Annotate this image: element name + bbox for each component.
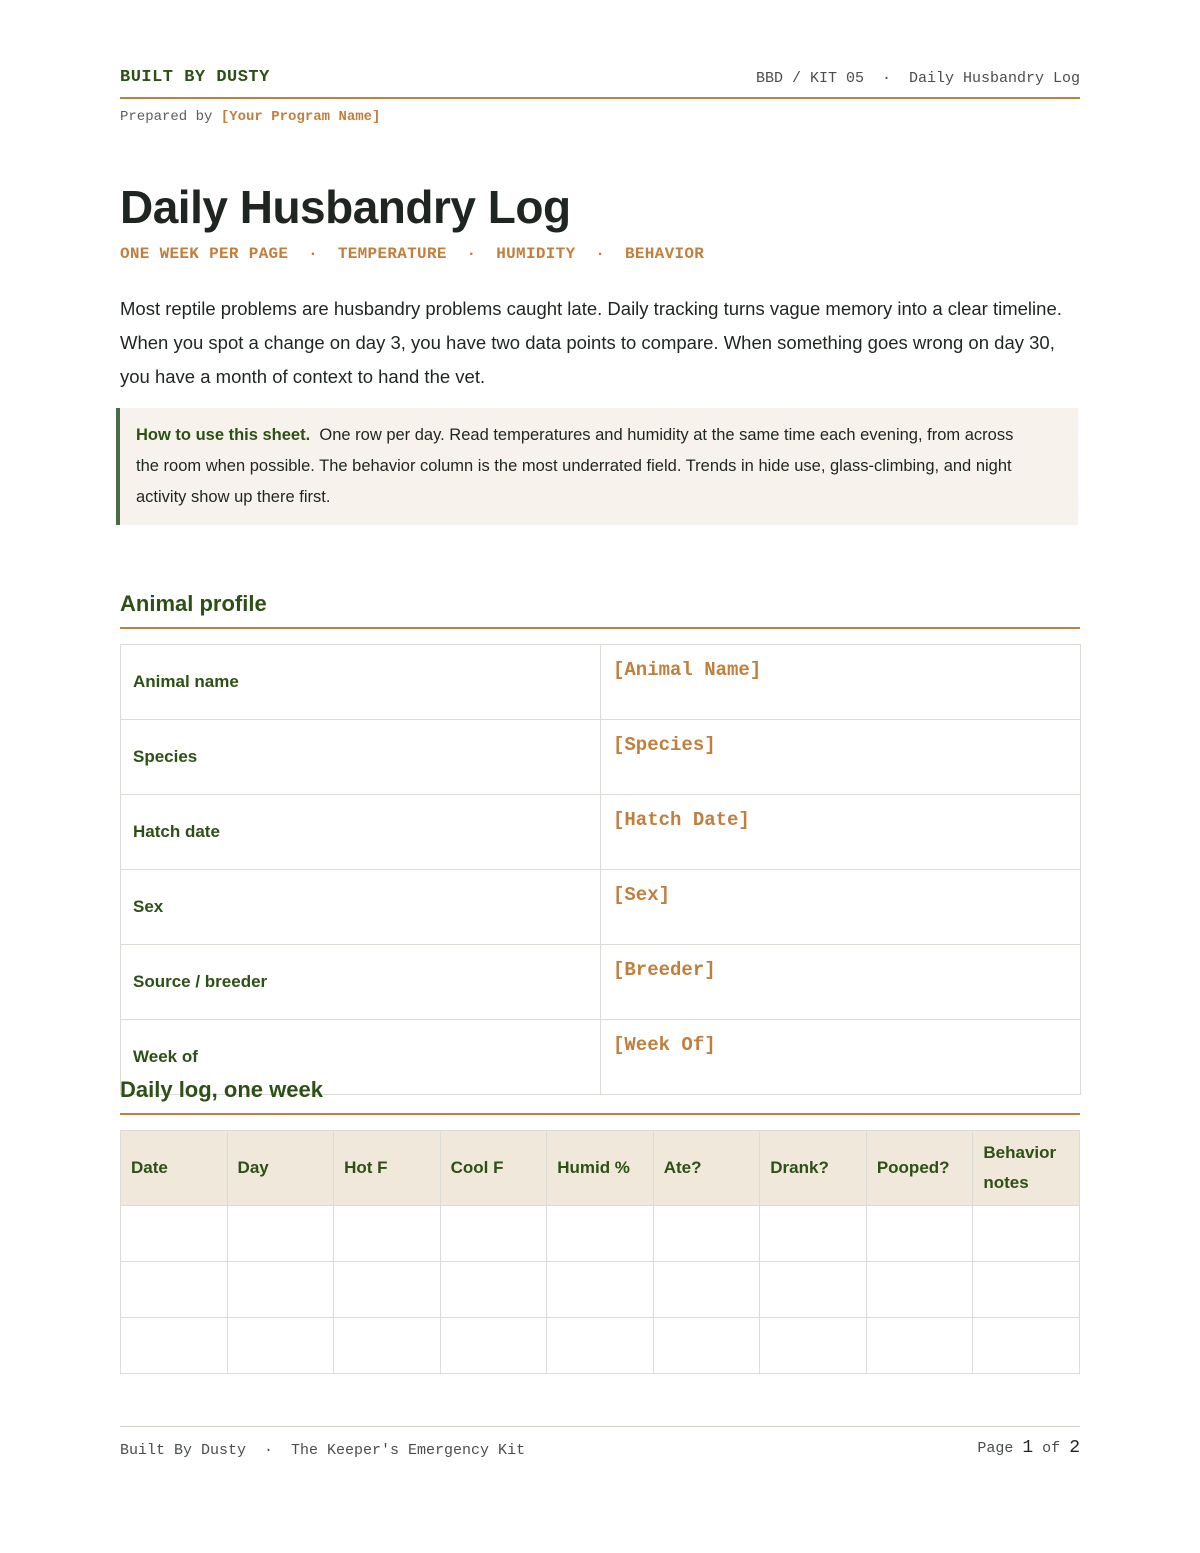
- log-row: [121, 1262, 1080, 1318]
- log-column-header: Humid %: [547, 1131, 654, 1206]
- program-name-placeholder: [Your Program Name]: [220, 109, 381, 125]
- log-column-header: Cool F: [440, 1131, 547, 1206]
- log-cell[interactable]: [121, 1262, 228, 1318]
- daily-log-divider: [120, 1113, 1080, 1115]
- profile-row: [121, 795, 1081, 870]
- prepared-by: [120, 109, 380, 125]
- animal-profile-heading: Animal profile: [120, 591, 267, 616]
- callout-text: One row per day. Read temperatures and humidity at the same time each evening, from across the room when possible. The behavior column is the most underrated field. Trends in hide use, glass-climbing, and night activity show up there first.: [136, 426, 1014, 506]
- log-header-row: [121, 1131, 1080, 1206]
- page-of: of: [1033, 1440, 1070, 1457]
- profile-row: [121, 645, 1081, 720]
- topic-tags: ONE WEEK PER PAGE · TEMPERATURE · HUMIDITY · BEHAVIOR: [120, 245, 705, 263]
- daily-log-table: [120, 1130, 1080, 1374]
- profile-row: [121, 720, 1081, 795]
- profile-label: Sex: [121, 870, 601, 945]
- animal-profile-divider: [120, 627, 1080, 629]
- log-column-header: Behavior notes: [973, 1131, 1080, 1206]
- page-header: [120, 68, 1080, 90]
- log-cell[interactable]: [760, 1206, 867, 1262]
- log-cell[interactable]: [440, 1206, 547, 1262]
- log-cell[interactable]: [334, 1318, 441, 1374]
- log-cell[interactable]: [227, 1206, 334, 1262]
- profile-value-field[interactable]: [Week Of]: [601, 1020, 1081, 1095]
- log-cell[interactable]: [760, 1318, 867, 1374]
- log-cell[interactable]: [227, 1318, 334, 1374]
- log-cell[interactable]: [973, 1206, 1080, 1262]
- log-cell[interactable]: [334, 1206, 441, 1262]
- profile-value-field[interactable]: [Sex]: [601, 870, 1081, 945]
- brand-name: BUILT BY DUSTY: [120, 68, 270, 87]
- profile-value-field[interactable]: [Hatch Date]: [601, 795, 1081, 870]
- log-row: [121, 1206, 1080, 1262]
- log-cell[interactable]: [866, 1206, 973, 1262]
- page-number: [977, 1438, 1080, 1458]
- profile-row: [121, 945, 1081, 1020]
- profile-label: Source / breeder: [121, 945, 601, 1020]
- how-to-use-callout: [116, 408, 1078, 525]
- profile-label: Hatch date: [121, 795, 601, 870]
- footer-credit: Built By Dusty · The Keeper's Emergency Kit: [120, 1442, 526, 1459]
- log-cell[interactable]: [760, 1262, 867, 1318]
- animal-profile-table: [120, 644, 1081, 1095]
- profile-value-field[interactable]: [Animal Name]: [601, 645, 1081, 720]
- log-cell[interactable]: [653, 1206, 760, 1262]
- log-cell[interactable]: [121, 1206, 228, 1262]
- profile-label: Animal name: [121, 645, 601, 720]
- header-divider: [120, 97, 1080, 99]
- profile-row: [121, 870, 1081, 945]
- log-cell[interactable]: [866, 1262, 973, 1318]
- page-total: 2: [1069, 1438, 1080, 1458]
- log-cell[interactable]: [121, 1318, 228, 1374]
- intro-paragraph: Most reptile problems are husbandry problems caught late. Daily tracking turns vague memory into a clear timeline. When you spot a change on day 3, you have two data points to compare. When something goes wrong on day 30, you have a month of context to hand the vet.: [120, 298, 1062, 387]
- log-column-header: Hot F: [334, 1131, 441, 1206]
- log-cell[interactable]: [547, 1318, 654, 1374]
- log-row: [121, 1318, 1080, 1374]
- log-cell[interactable]: [866, 1318, 973, 1374]
- page-label: Page: [977, 1440, 1023, 1457]
- log-column-header: Drank?: [760, 1131, 867, 1206]
- log-column-header: Pooped?: [866, 1131, 973, 1206]
- log-cell[interactable]: [440, 1262, 547, 1318]
- document-code: BBD / KIT 05 · Daily Husbandry Log: [755, 70, 1080, 87]
- log-cell[interactable]: [973, 1318, 1080, 1374]
- log-cell[interactable]: [440, 1318, 547, 1374]
- profile-value-field[interactable]: [Breeder]: [601, 945, 1081, 1020]
- log-column-header: Ate?: [653, 1131, 760, 1206]
- log-cell[interactable]: [653, 1262, 760, 1318]
- page-current: 1: [1022, 1438, 1034, 1458]
- log-cell[interactable]: [653, 1318, 760, 1374]
- profile-label: Species: [121, 720, 601, 795]
- daily-log-heading: Daily log, one week: [120, 1077, 323, 1102]
- log-cell[interactable]: [973, 1262, 1080, 1318]
- profile-value-field[interactable]: [Species]: [601, 720, 1081, 795]
- log-column-header: Day: [227, 1131, 334, 1206]
- footer-divider: [120, 1426, 1080, 1427]
- prepared-by-label: Prepared by: [120, 109, 221, 125]
- log-column-header: Date: [121, 1131, 228, 1206]
- profile-label: Week of: [121, 1020, 601, 1095]
- callout-lead: How to use this sheet.: [136, 426, 311, 444]
- log-cell[interactable]: [227, 1262, 334, 1318]
- log-cell[interactable]: [334, 1262, 441, 1318]
- log-cell[interactable]: [547, 1262, 654, 1318]
- log-cell[interactable]: [547, 1206, 654, 1262]
- page-title: Daily Husbandry Log: [120, 181, 571, 233]
